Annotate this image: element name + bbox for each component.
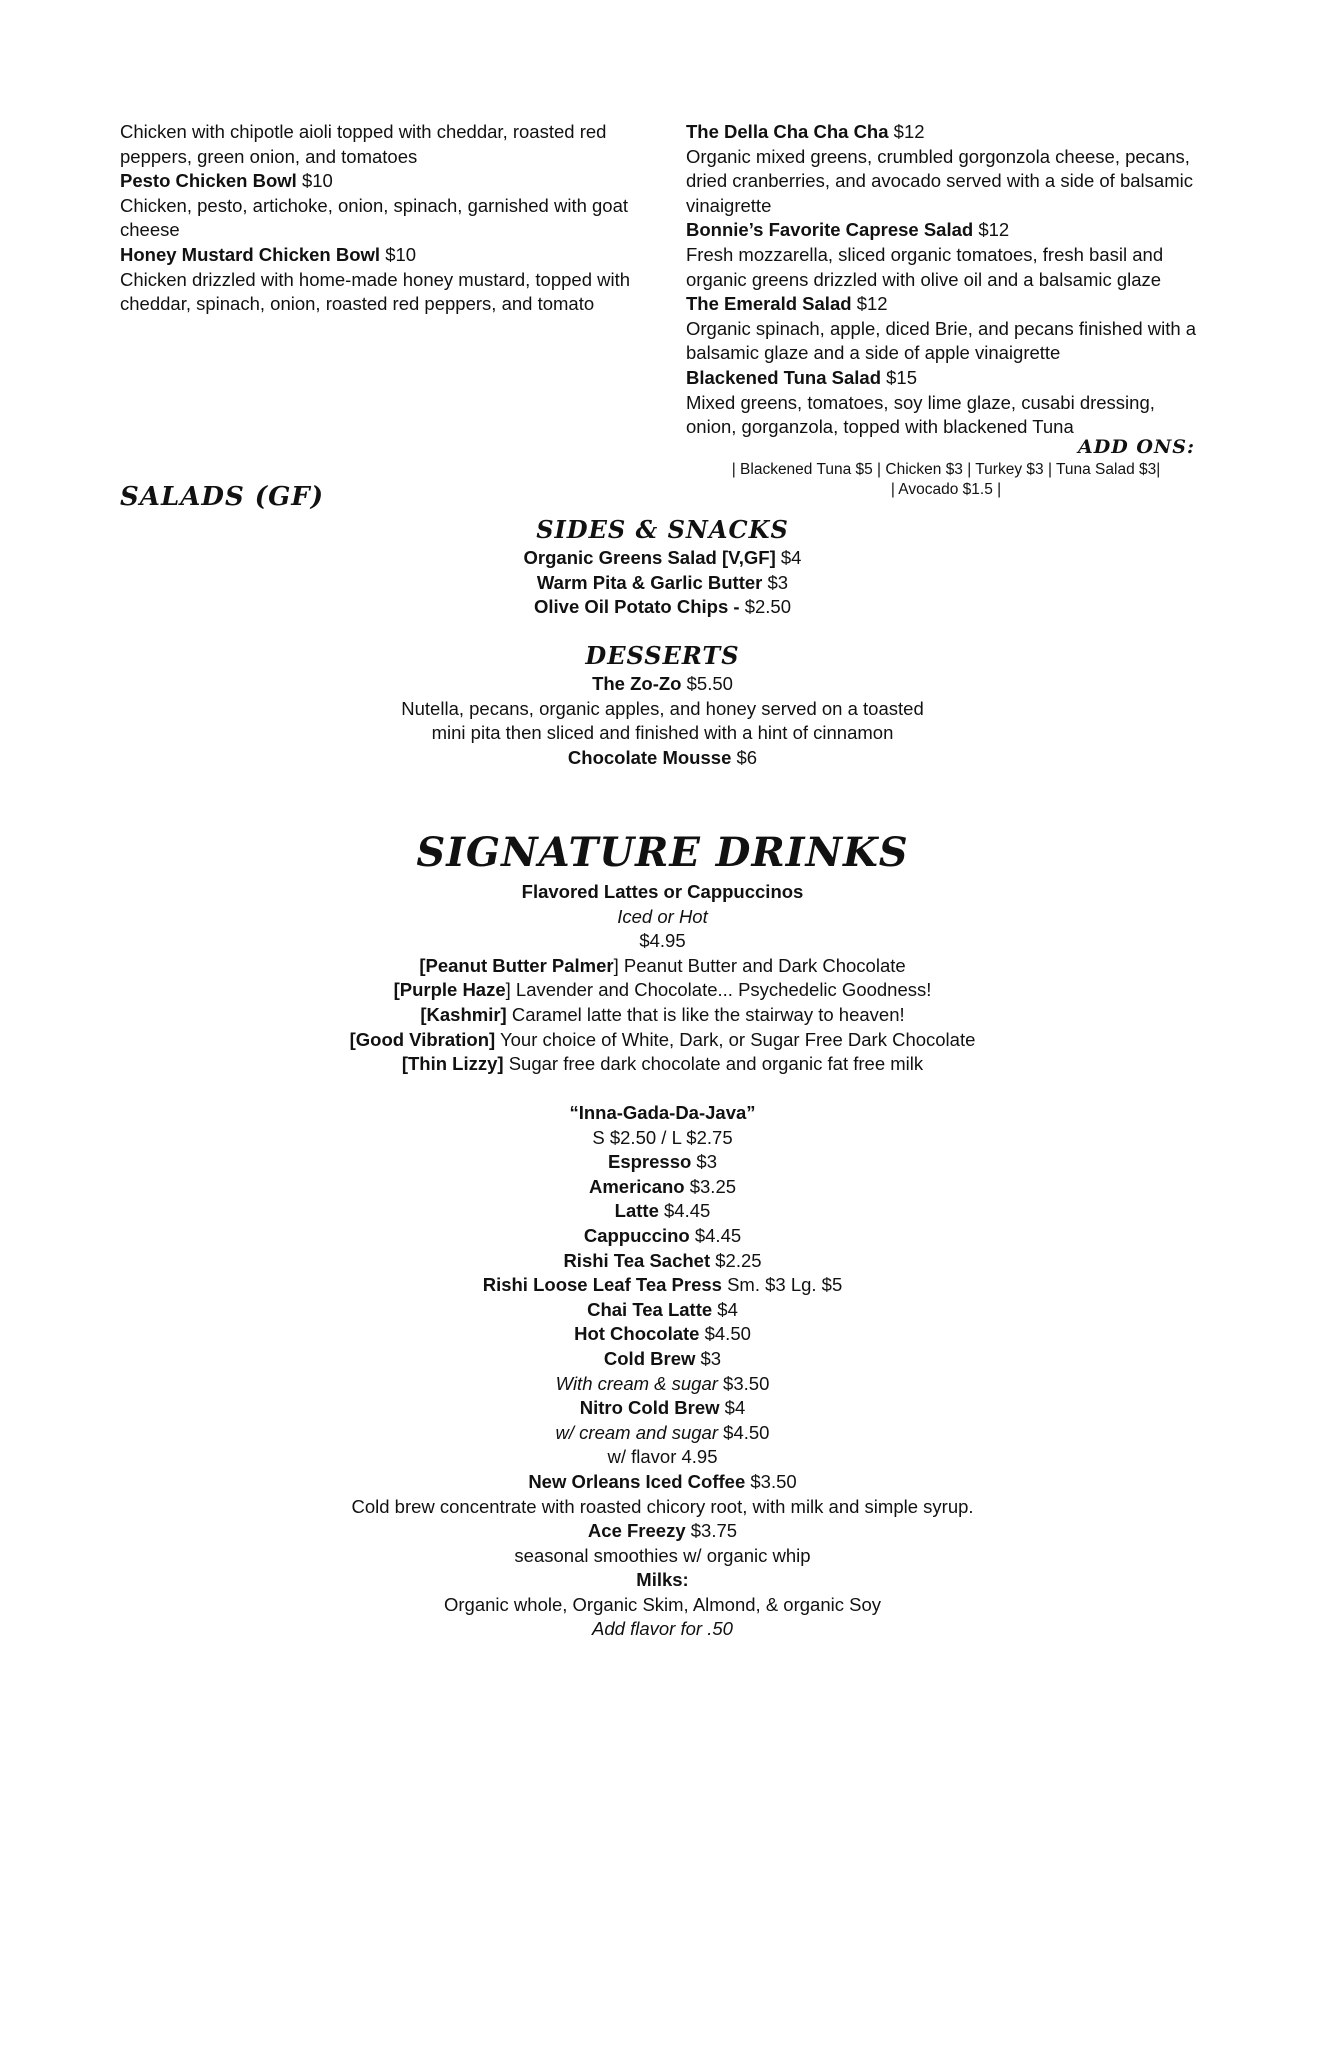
drink-name: [Peanut Butter Palmer	[419, 954, 614, 976]
signature-drinks-section	[0, 826, 1325, 1077]
menu-item-description: Cold brew concentrate with roasted chicory root, with milk and simple syrup.	[351, 1495, 974, 1517]
menu-item-name: Honey Mustard Chicken Bowl	[120, 243, 381, 265]
menu-item-name: The Emerald Salad	[686, 293, 852, 315]
menu-item-name: Rishi Tea Sachet	[563, 1249, 711, 1271]
menu-item	[0, 1396, 1325, 1421]
menu-item	[0, 672, 1325, 697]
add-ons-line: | Blackened Tuna $5 | Chicken $3 | Turkey $3 | Tuna Salad $3|	[731, 461, 1161, 478]
option-label: With cream & sugar	[555, 1372, 718, 1394]
menu-item	[686, 120, 1206, 145]
menu-item-name: Cold Brew	[603, 1347, 696, 1369]
menu-item-name: The Zo-Zo	[592, 673, 682, 694]
menu-item-name: The Della Cha Cha Cha	[686, 121, 889, 142]
menu-item-price: $15	[886, 366, 918, 388]
drink-item	[0, 1028, 1325, 1053]
menu-item	[0, 1298, 1325, 1323]
option-label: w/ cream and sugar	[555, 1421, 719, 1443]
menu-item-price: $4.45	[689, 1224, 742, 1246]
desserts-section	[0, 640, 1325, 770]
milks-label: Milks:	[636, 1569, 689, 1591]
drinks-subtitle: Flavored Lattes or Cappuccinos	[521, 881, 804, 902]
menu-item-name: Latte	[614, 1200, 659, 1222]
menu-item-name: Cappuccino	[583, 1224, 690, 1246]
menu-item	[120, 243, 640, 268]
menu-item-name: New Orleans Iced Coffee	[528, 1470, 746, 1492]
menu-item-description: Chicken drizzled with home-made honey mustard, topped with cheddar, spinach, onion, roasted red peppers, and tomato	[120, 268, 631, 315]
drinks-price: $4.95	[639, 930, 686, 952]
java-size-price: S $2.50 / L $2.75	[592, 1126, 733, 1148]
menu-item-price: $5.50	[681, 673, 733, 694]
menu-item-price: $12	[893, 121, 925, 142]
menu-item-price: $12	[856, 293, 888, 315]
java-section	[0, 1101, 1325, 1642]
menu-item-price: $4	[775, 547, 802, 568]
drink-description: Your choice of White, Dark, or Sugar Free Dark Chocolate	[495, 1028, 976, 1050]
drink-name: [Purple Haze	[393, 979, 506, 1001]
menu-item-price: Sm. $3 Lg. $5	[721, 1274, 843, 1296]
menu-item-description: Mixed greens, tomatoes, soy lime glaze, cusabi dressing, onion, gorganzola, topped with blackened Tuna	[686, 391, 1155, 438]
menu-item	[0, 746, 1325, 771]
menu-item-name: Pesto Chicken Bowl	[120, 170, 297, 192]
sides-section	[0, 514, 1325, 620]
menu-item-description: Chicken with chipotle aioli topped with cheddar, roasted red peppers, green onion, and tomatoes	[120, 121, 607, 167]
menu-item	[0, 546, 1325, 571]
drink-item	[0, 1052, 1325, 1077]
milks-description: Organic whole, Organic Skim, Almond, & organic Soy	[444, 1593, 881, 1615]
menu-item-option	[0, 1421, 1325, 1446]
drink-item	[0, 1003, 1325, 1028]
menu-item-name: Chai Tea Latte	[587, 1298, 713, 1320]
menu-item-name: Americano	[588, 1175, 685, 1197]
menu-item-description: mini pita then sliced and finished with a hint of cinnamon	[431, 722, 894, 744]
menu-item	[0, 1273, 1325, 1298]
menu-item-name: Bonnie’s Favorite Caprese Salad	[686, 219, 974, 241]
menu-item	[0, 1150, 1325, 1175]
drink-description: ] Lavender and Chocolate... Psychedelic Goodness!	[505, 979, 932, 1001]
menu-item-name: Hot Chocolate	[574, 1323, 700, 1345]
menu-item-name: Organic Greens Salad [V,GF]	[523, 547, 776, 568]
menu-item-description: seasonal smoothies w/ organic whip	[514, 1544, 811, 1566]
menu-item-price: $4	[712, 1298, 738, 1320]
add-ons-list	[686, 460, 1206, 500]
menu-item-description: Nutella, pecans, organic apples, and honey served on a toasted	[401, 697, 924, 719]
add-ons-title: ADD ONS:	[1078, 436, 1195, 458]
menu-item-description: Fresh mozzarella, sliced organic tomatoes, fresh basil and organic greens drizzled with olive oil and a balsamic glaze	[686, 243, 1164, 290]
menu-item-price: $12	[978, 219, 1010, 241]
menu-item-name: Nitro Cold Brew	[579, 1397, 720, 1419]
menu-item	[120, 169, 640, 194]
option-price: $4.50	[718, 1421, 770, 1443]
menu-item	[0, 1199, 1325, 1224]
flavor-note: Add flavor for .50	[592, 1618, 733, 1640]
menu-item	[0, 1224, 1325, 1249]
menu-item	[0, 1347, 1325, 1372]
menu-item-name: Warm Pita & Garlic Butter	[536, 571, 763, 593]
salads-section-title: SALADS (GF)	[120, 482, 325, 512]
add-ons-line: | Avocado $1.5 |	[890, 481, 1002, 498]
menu-item-price: $3	[762, 571, 789, 593]
drink-description: Sugar free dark chocolate and organic fat free milk	[503, 1053, 924, 1075]
java-title: “Inna-Gada-Da-Java”	[569, 1102, 756, 1123]
menu-item-name: Blackened Tuna Salad	[686, 366, 881, 388]
menu-item	[0, 595, 1325, 620]
menu-item-name: Rishi Loose Leaf Tea Press	[482, 1274, 722, 1296]
menu-item-price: $3.75	[685, 1520, 738, 1542]
right-column	[686, 120, 1206, 440]
menu-item-price: $2.50	[739, 596, 791, 618]
menu-item-price: $3	[695, 1347, 722, 1369]
menu-item	[0, 1519, 1325, 1544]
menu-item	[0, 571, 1325, 596]
menu-item	[686, 292, 1206, 317]
menu-item-price: $10	[385, 243, 417, 265]
menu-item	[0, 1249, 1325, 1274]
drink-item	[0, 954, 1325, 979]
menu-item	[686, 218, 1206, 243]
menu-item	[0, 1322, 1325, 1347]
menu-item-price: $3.25	[684, 1175, 737, 1197]
menu-item-name: Espresso	[607, 1151, 692, 1173]
menu-item-price: $3.50	[745, 1470, 797, 1492]
menu-item	[0, 1175, 1325, 1200]
drink-name: [Thin Lizzy]	[401, 1053, 504, 1075]
menu-item-description: Organic spinach, apple, diced Brie, and pecans finished with a balsamic glaze and a side of apple vinaigrette	[686, 317, 1197, 364]
menu-item-price: $4.50	[699, 1323, 751, 1345]
drink-item	[0, 978, 1325, 1003]
drink-description: ] Peanut Butter and Dark Chocolate	[613, 954, 906, 976]
menu-item-option	[0, 1372, 1325, 1397]
menu-item	[0, 1470, 1325, 1495]
menu-item-option: w/ flavor 4.95	[607, 1446, 718, 1468]
menu-item-price: $3	[691, 1151, 717, 1173]
menu-item-price: $10	[301, 170, 333, 192]
drink-name: [Good Vibration]	[349, 1028, 496, 1050]
menu-item	[686, 366, 1206, 391]
drinks-iced-hot: Iced or Hot	[617, 905, 708, 927]
menu-item-name: Chocolate Mousse	[567, 746, 732, 768]
menu-item-name: Ace Freezy	[587, 1520, 686, 1542]
menu-item-price: $6	[731, 746, 758, 768]
menu-item-price: $2.25	[710, 1249, 762, 1271]
signature-drinks-title: SIGNATURE DRINKS	[416, 829, 909, 876]
menu-item-description: Chicken, pesto, artichoke, onion, spinach, garnished with goat cheese	[120, 194, 629, 241]
menu-item-description: Organic mixed greens, crumbled gorgonzola cheese, pecans, dried cranberries, and avocado served with a side of balsamic vinaigrette	[686, 145, 1193, 216]
drink-description: Caramel latte that is like the stairway to heaven!	[506, 1003, 905, 1025]
sides-section-title: SIDES & SNACKS	[536, 515, 789, 544]
menu-item-name: Olive Oil Potato Chips -	[533, 596, 740, 618]
option-price: $3.50	[717, 1372, 770, 1394]
drink-name: [Kashmir]	[420, 1003, 507, 1025]
menu-item-price: $4	[719, 1397, 746, 1419]
menu-item-price: $4.45	[658, 1200, 711, 1222]
left-column	[120, 120, 640, 317]
desserts-section-title: DESSERTS	[585, 641, 740, 670]
